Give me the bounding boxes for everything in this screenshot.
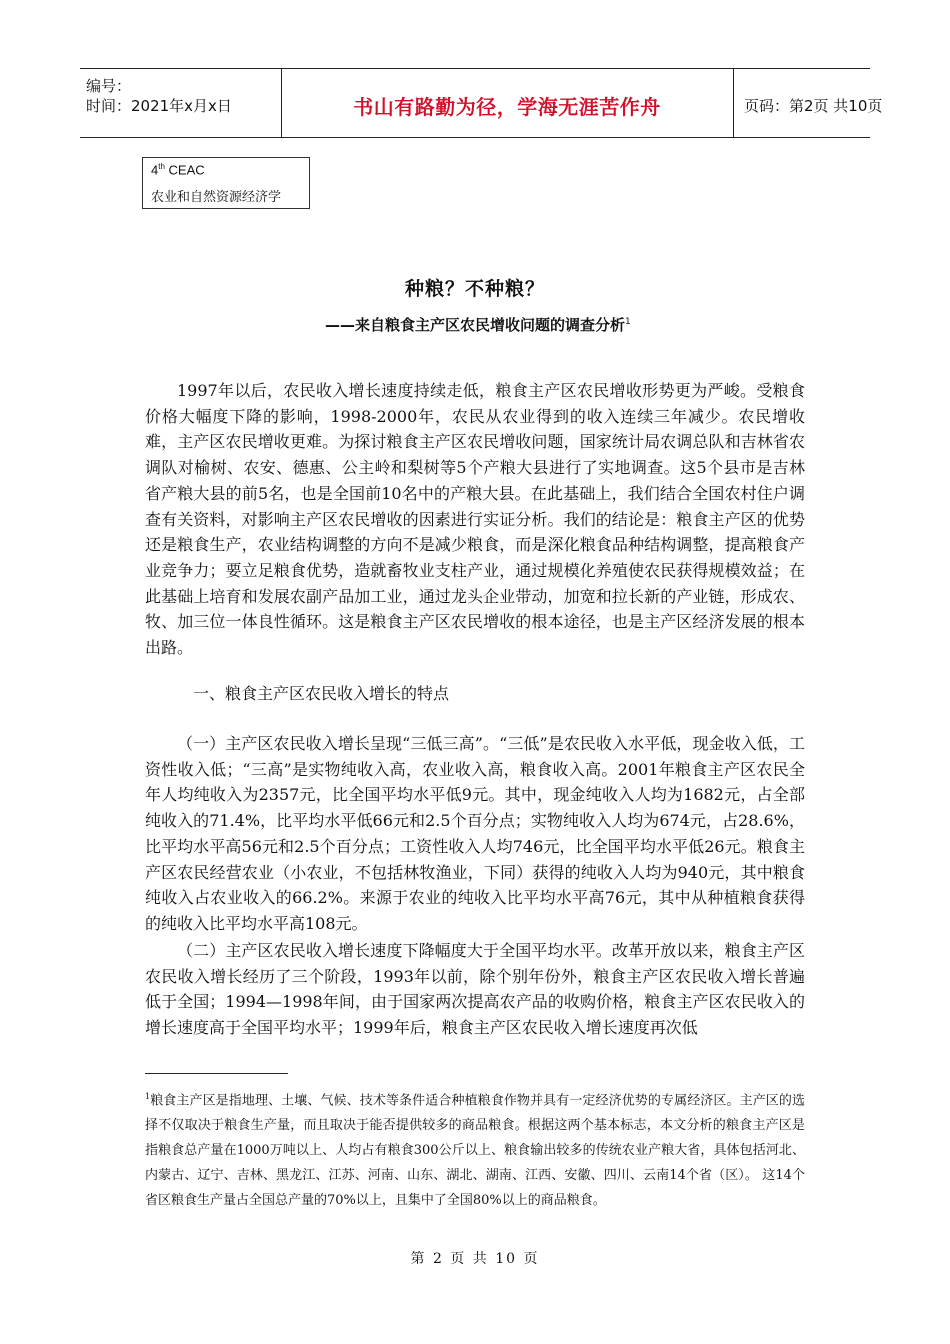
- body-paragraph-2: （二）主产区农民收入增长速度下降幅度大于全国平均水平。改革开放以来，粮食主产区农民收入增长经历了三个阶段，1993年以前，除个别年份外，粮食主产区农民收入增长普遍低于全国；1994—1998年间，由于国家两次提高农产品的收购价格，粮食主产区农民收入的增长速度高于全国平均水平；1999年后，粮食主产区农民收入增长速度再次低: [145, 941, 805, 1038]
- conference-tag-box: [142, 157, 310, 209]
- footnote: [145, 1085, 805, 1213]
- page-footer: 第 2 页 共 10 页: [410, 1251, 540, 1267]
- subtitle-footnote-mark: 1: [625, 317, 631, 327]
- conference-label: [151, 162, 205, 177]
- conference-number: 4: [151, 162, 159, 178]
- code-label: 编号：: [86, 77, 132, 95]
- header-left-cell: [80, 69, 282, 137]
- footnote-divider: [145, 1073, 288, 1074]
- page-title: 种粮？不种粮？: [404, 278, 545, 300]
- page-subtitle: [325, 314, 631, 335]
- field-label: 农业和自然资源经济学: [151, 190, 282, 205]
- header-motto-cell: [281, 69, 734, 137]
- footnote-text: 粮食主产区是指地理、土壤、气候、技术等条件适合种植粮食作物并具有一定经济优势的专属经济区。主产区的选择不仅取决于粮食生产量，而且取决于能否提供较多的商品粮食。根据这两个基本标志，本文分析的粮食主产区是指粮食总产量在1000万吨以上、人均占有粮食300公斤以上、粮食输出较多的传统农业产粮大省，具体包括河北、内蒙古、辽宁、吉林、黑龙江、江苏、河南、山东、湖北、湖南、江西、安徽、四川、云南14个省（区）。 这14个省区粮食生产量占全国总产量的70%以上，且集中了全国80%以上的商品粮食。: [145, 1093, 805, 1208]
- document-header: [80, 68, 883, 138]
- footnote-mark: 1: [145, 1092, 151, 1101]
- body-paragraph-intro: 1997年以后，农民收入增长速度持续走低，粮食主产区农民增收形势更为严峻。受粮食价格大幅度下降的影响，1998-2000年，农民从农业得到的收入连续三年减少。农民增收难，主产区农民增收更难。为探讨粮食主产区农民增收问题，国家统计局农调总队和吉林省农调队对榆树、农安、德惠、公主岭和梨树等5个产粮大县进行了实地调查。这5个县市是吉林省产粮大县的前5名，也是全国前10名中的产粮大县。在此基础上，我们结合全国农村住户调查有关资料，对影响主产区农民增收的因素进行实证分析。我们的结论是：粮食主产区的优势还是粮食生产，农业结构调整的方向不是减少粮食，而是深化粮食品种结构调整，提高粮食产业竞争力；要立足粮食优势，造就畜牧业支柱产业，通过规模化养殖使农民获得规模效益；在此基础上培育和发展农副产品加工业，通过龙头企业带动，加宽和拉长新的产业链，形成农、牧、加三位一体良性循环。这是粮食主产区农民增收的根本途径，也是主产区经济发展的根本出路。: [145, 381, 805, 658]
- conference-name: CEAC: [168, 162, 205, 178]
- date-label: 时间：2021年x月x日: [86, 97, 232, 115]
- conference-ordinal: th: [158, 162, 165, 171]
- page-number-label: 页码：第2页 共10页: [744, 97, 883, 115]
- subtitle-text: ——来自粮食主产区农民增收问题的调查分析: [325, 316, 626, 334]
- header-right-cell: [734, 69, 883, 137]
- section-heading: 一、粮食主产区农民收入增长的特点: [193, 684, 450, 703]
- motto: 书山有路勤为径，学海无涯苦作舟: [353, 95, 661, 119]
- body-paragraph-1: （一）主产区农民收入增长呈现“三低三高”。“三低”是农民收入水平低，现金收入低，工资性收入低；“三高”是实物纯收入高，农业收入高，粮食收入高。2001年粮食主产区农民全年人均纯收入为2357元，比全国平均水平低9元。其中，现金纯收入人均为1682元，占全部纯收入的71.4%，比平均水平低66元和2.5个百分点；实物纯收入人均为674元，占28.6%，比平均水平高56元和2.5个百分点；工资性收入人均746元，比全国平均水平低26元。粮食主产区农民经营农业（小农业，不包括林牧渔业，下同）获得的纯收入人均为940元，其中粮食纯收入占农业收入的66.2%。来源于农业的纯收入比平均水平高76元，其中从种植粮食获得的纯收入比平均水平高108元。: [145, 734, 805, 933]
